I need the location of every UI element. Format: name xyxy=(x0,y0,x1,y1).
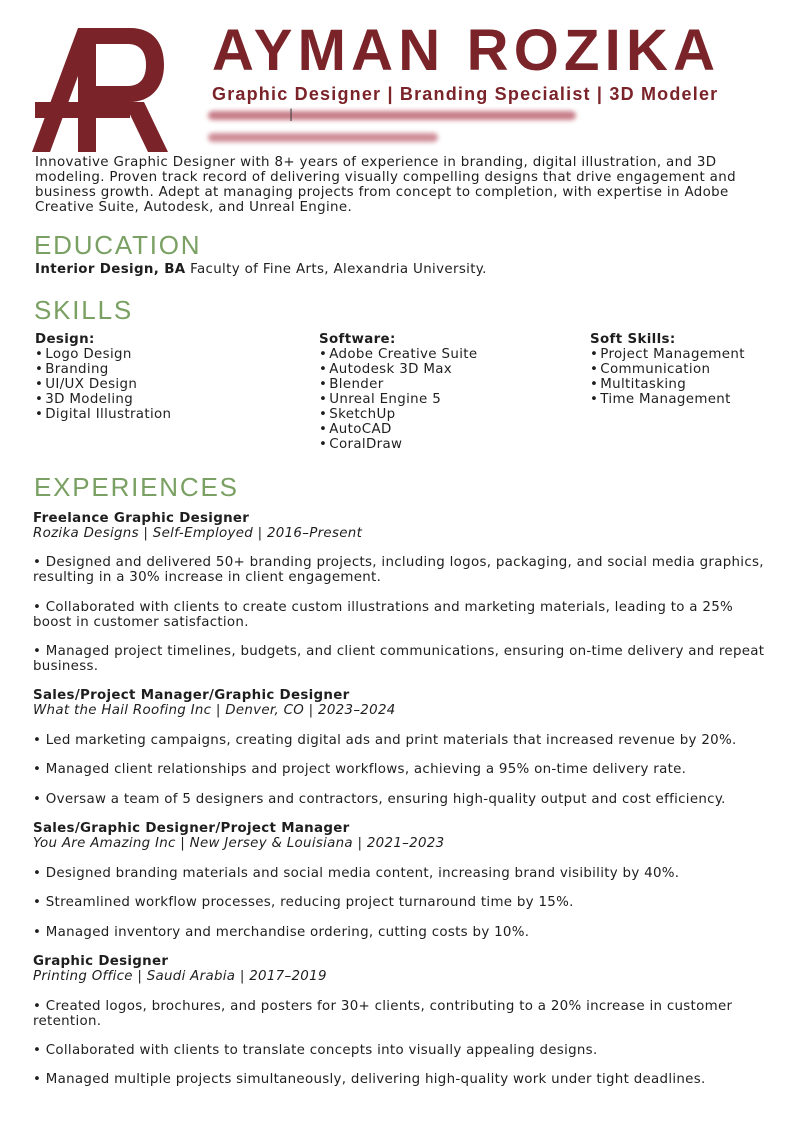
job-title: Sales/Graphic Designer/Project Manager xyxy=(33,821,350,836)
candidate-name: AYMAN ROZIKA xyxy=(212,18,721,83)
job-bullet: • Managed inventory and merchandise ordering, cutting costs by 10%. xyxy=(33,925,530,940)
skill-item: • Logo Design xyxy=(35,347,171,362)
skill-item: • Project Management xyxy=(590,347,745,362)
skill-item: • Multitasking xyxy=(590,377,745,392)
job-title: Graphic Designer xyxy=(33,954,169,969)
job-bullet: • Designed branding materials and social media content, increasing brand visibility by 40%. xyxy=(33,866,680,881)
profile-summary: Innovative Graphic Designer with 8+ years of experience in branding, digital illustration, and 3D modeling. Proven track record of delivering visually compelling designs that drive engagement and business growth. Adept at managing projects from concept to completion, with expertise in Adobe Creative Suite, Autodesk, and Unreal Engine. xyxy=(35,155,736,215)
skills-column-design xyxy=(35,332,171,422)
job-bullet: • Collaborated with clients to translate concepts into visually appealing designs. xyxy=(33,1043,598,1058)
job-bullet: • Led marketing campaigns, creating digital ads and print materials that increased revenue by 20%. xyxy=(33,733,737,748)
skill-item: • Time Management xyxy=(590,392,745,407)
skills-column-soft xyxy=(590,332,745,407)
degree: Interior Design, BA xyxy=(35,262,186,277)
job-entry xyxy=(33,511,768,674)
skill-item: • 3D Modeling xyxy=(35,392,171,407)
skill-item: • Communication xyxy=(590,362,745,377)
job-entry xyxy=(33,688,768,807)
redacted-contact-line xyxy=(208,133,438,142)
job-meta: You Are Amazing Inc | New Jersey & Louisiana | 2021–2023 xyxy=(33,836,445,851)
skill-item: • Blender xyxy=(319,377,477,392)
job-bullet: • Managed project timelines, budgets, and client communications, ensuring on-time delivery and repeat business. xyxy=(33,644,765,674)
job-bullet: • Managed multiple projects simultaneously, delivering high-quality work under tight deadlines. xyxy=(33,1072,706,1087)
job-bullet: • Streamlined workflow processes, reducing project turnaround time by 15%. xyxy=(33,895,574,910)
job-bullet: • Created logos, brochures, and posters for 30+ clients, contributing to a 20% increase in customer retention. xyxy=(33,999,733,1029)
skill-item: • Unreal Engine 5 xyxy=(319,392,477,407)
job-bullet: • Managed client relationships and project workflows, achieving a 95% on-time delivery rate. xyxy=(33,762,687,777)
institution: Faculty of Fine Arts, Alexandria University. xyxy=(185,262,487,277)
education-entry xyxy=(35,262,487,277)
job-title: Sales/Project Manager/Graphic Designer xyxy=(33,688,350,703)
experiences-heading: EXPERIENCES xyxy=(34,472,239,502)
education-heading: EDUCATION xyxy=(34,230,202,260)
skills-column-heading: Software: xyxy=(319,332,396,347)
skills-heading: SKILLS xyxy=(34,295,133,325)
job-tagline: Graphic Designer | Branding Specialist | 3D Modeler xyxy=(212,84,719,104)
skills-column-heading: Soft Skills: xyxy=(590,332,676,347)
redacted-contact-line xyxy=(208,111,576,120)
skills-column-heading: Design: xyxy=(35,332,95,347)
contact-separator: | xyxy=(289,107,294,121)
skill-item: • Branding xyxy=(35,362,171,377)
job-bullet: • Designed and delivered 50+ branding projects, including logos, packaging, and social media graphics, resulting in a 30% increase in client engagement. xyxy=(33,555,764,585)
job-entry xyxy=(33,821,768,940)
skills-column-software xyxy=(319,332,477,452)
skill-item: • UI/UX Design xyxy=(35,377,171,392)
job-meta: Rozika Designs | Self-Employed | 2016–Present xyxy=(33,526,363,541)
job-entry xyxy=(33,954,768,1087)
job-meta: Printing Office | Saudi Arabia | 2017–2019 xyxy=(33,969,327,984)
skill-item: • Adobe Creative Suite xyxy=(319,347,477,362)
job-title: Freelance Graphic Designer xyxy=(33,511,250,526)
ar-monogram-logo xyxy=(32,28,168,152)
skill-item: • AutoCAD xyxy=(319,422,477,437)
job-meta: What the Hail Roofing Inc | Denver, CO | 2023–2024 xyxy=(33,703,396,718)
job-bullet: • Collaborated with clients to create custom illustrations and marketing materials, leading to a 25% boost in customer satisfaction. xyxy=(33,600,734,630)
skill-item: • SketchUp xyxy=(319,407,477,422)
job-bullet: • Oversaw a team of 5 designers and contractors, ensuring high-quality output and cost efficiency. xyxy=(33,792,726,807)
skill-item: • Digital Illustration xyxy=(35,407,171,422)
skill-item: • Autodesk 3D Max xyxy=(319,362,477,377)
skill-item: • CoralDraw xyxy=(319,437,477,452)
